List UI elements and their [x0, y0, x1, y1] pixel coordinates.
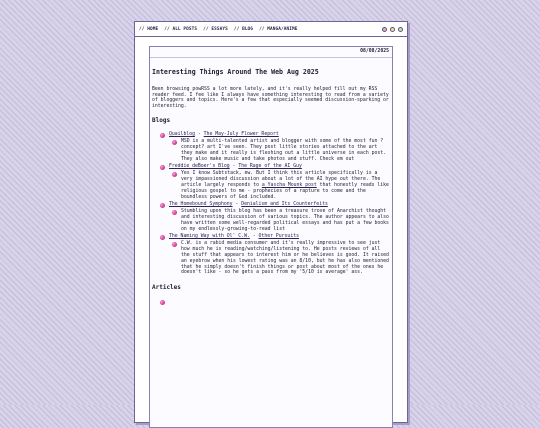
entry-description [169, 209, 390, 232]
entry-description-text: MSD is a multi-talented artist and blogger with some of the most fun ?concept? art I've seen. They post little stories attached to the art they make and it really is fleshing out a little universe in each post. They also make music and take photos and stuff. Check em out [181, 139, 387, 162]
section-heading-blogs: Blogs [152, 117, 171, 125]
entry-separator: - [195, 132, 204, 138]
maximize-window-icon[interactable] [398, 27, 403, 32]
window-controls [382, 27, 403, 32]
nav-blog-link[interactable]: // BLOG [233, 26, 254, 32]
entry-title [169, 202, 390, 207]
entry-post-link[interactable]: The May-July Flower Report [203, 132, 279, 138]
post-content [150, 58, 392, 291]
post-intro: Been browsing powRSS a lot more lately, and it's really helped fill out my RSS reader feed. I fee like I always have something interesting to read from a variety of bloggers and topics. Here's a few that especially seemed discussion-sparking or interesting. [152, 87, 389, 109]
bullet-icon [172, 140, 177, 145]
list-item [152, 164, 390, 200]
entry-description [169, 139, 390, 162]
entry-source-link[interactable]: Quailblog [169, 132, 195, 138]
entry-description-text: that honestly reads like religious gospel to me - prophecies of a rapture to come and the boundless powers of God included. [181, 182, 389, 200]
minimize-window-icon[interactable] [390, 27, 395, 32]
browser-window [134, 21, 408, 423]
entry-title [169, 234, 390, 239]
bullet-icon [172, 172, 177, 177]
yascha-mounk-post-link[interactable]: a Yascha Mounk post [261, 182, 317, 188]
entry-separator: - [249, 234, 259, 240]
bullet-icon [160, 165, 165, 170]
entry-source-link[interactable]: The Naming Way with Ol' C.W. [169, 234, 250, 240]
entry-source-link[interactable]: Freddie deBoer's Blog [169, 164, 230, 170]
entry-title [169, 164, 390, 169]
entry-post-link[interactable]: Denialism and Its Counterfeits [241, 202, 328, 208]
post-pane [149, 46, 393, 428]
section-heading-articles: Articles [152, 284, 181, 292]
entry-title [169, 132, 390, 137]
entry-post-link[interactable]: The Rage of the AI Guy [238, 164, 302, 170]
nav-home-link[interactable]: // HOME [139, 26, 159, 32]
close-window-icon[interactable] [382, 27, 387, 32]
entry-post-link[interactable]: Other Pursuits [258, 234, 299, 240]
entry-description-text: Yes I know Subtstack, ew. But I think this article specifically is a very impassioned discussion about a lot of the AI hype out there. The article largely responds to [181, 171, 381, 188]
window-top-bar [135, 22, 407, 37]
bullet-icon [160, 203, 165, 208]
list-item [152, 234, 390, 276]
bullet-icon [172, 242, 177, 247]
nav-manga-anime-link[interactable]: // MANGA/ANIME [259, 26, 298, 32]
site-nav [139, 27, 297, 32]
entry-separator: - [232, 202, 242, 208]
bullet-icon [160, 235, 165, 240]
bullet-icon [172, 210, 177, 215]
list-item [152, 202, 390, 232]
nav-all-posts-link[interactable]: // ALL POSTS [164, 26, 198, 32]
entry-description [169, 241, 390, 276]
post-title: Interesting Things Around The Web Aug 2025 [152, 68, 319, 76]
entry-separator: - [229, 164, 239, 170]
entry-description-text: C.W. is a rabid media consumer and it's really impressive to see just how much he is reading/watching/listening to. He posts reviews of all the stuff that appears to interest him or he believes is good. It raised an eyebrow when his lowest rating was an 8/10, but he has also mentioned that he simply doesn't finish things or post about most of the ones he doesn't like - so he gets a pass from my '5/10 is average' ass. [181, 241, 389, 276]
nav-essays-link[interactable]: // ESSAYS [203, 26, 228, 32]
entry-source-link[interactable]: The Homebound Symphony [169, 202, 233, 208]
entry-description-text: Stumbling upon this blog has been a treasure trove of Anarchist thought and interesting discussion of various topics. The author appears to also have written some well-regarded political essays and has put a few books on my endlessly-growing-to-read list [181, 209, 389, 232]
entry-description [169, 171, 390, 200]
bullet-icon [160, 300, 165, 305]
post-date: 08/08/2025 [150, 47, 392, 58]
bullet-icon [160, 133, 165, 138]
list-item [152, 132, 390, 162]
